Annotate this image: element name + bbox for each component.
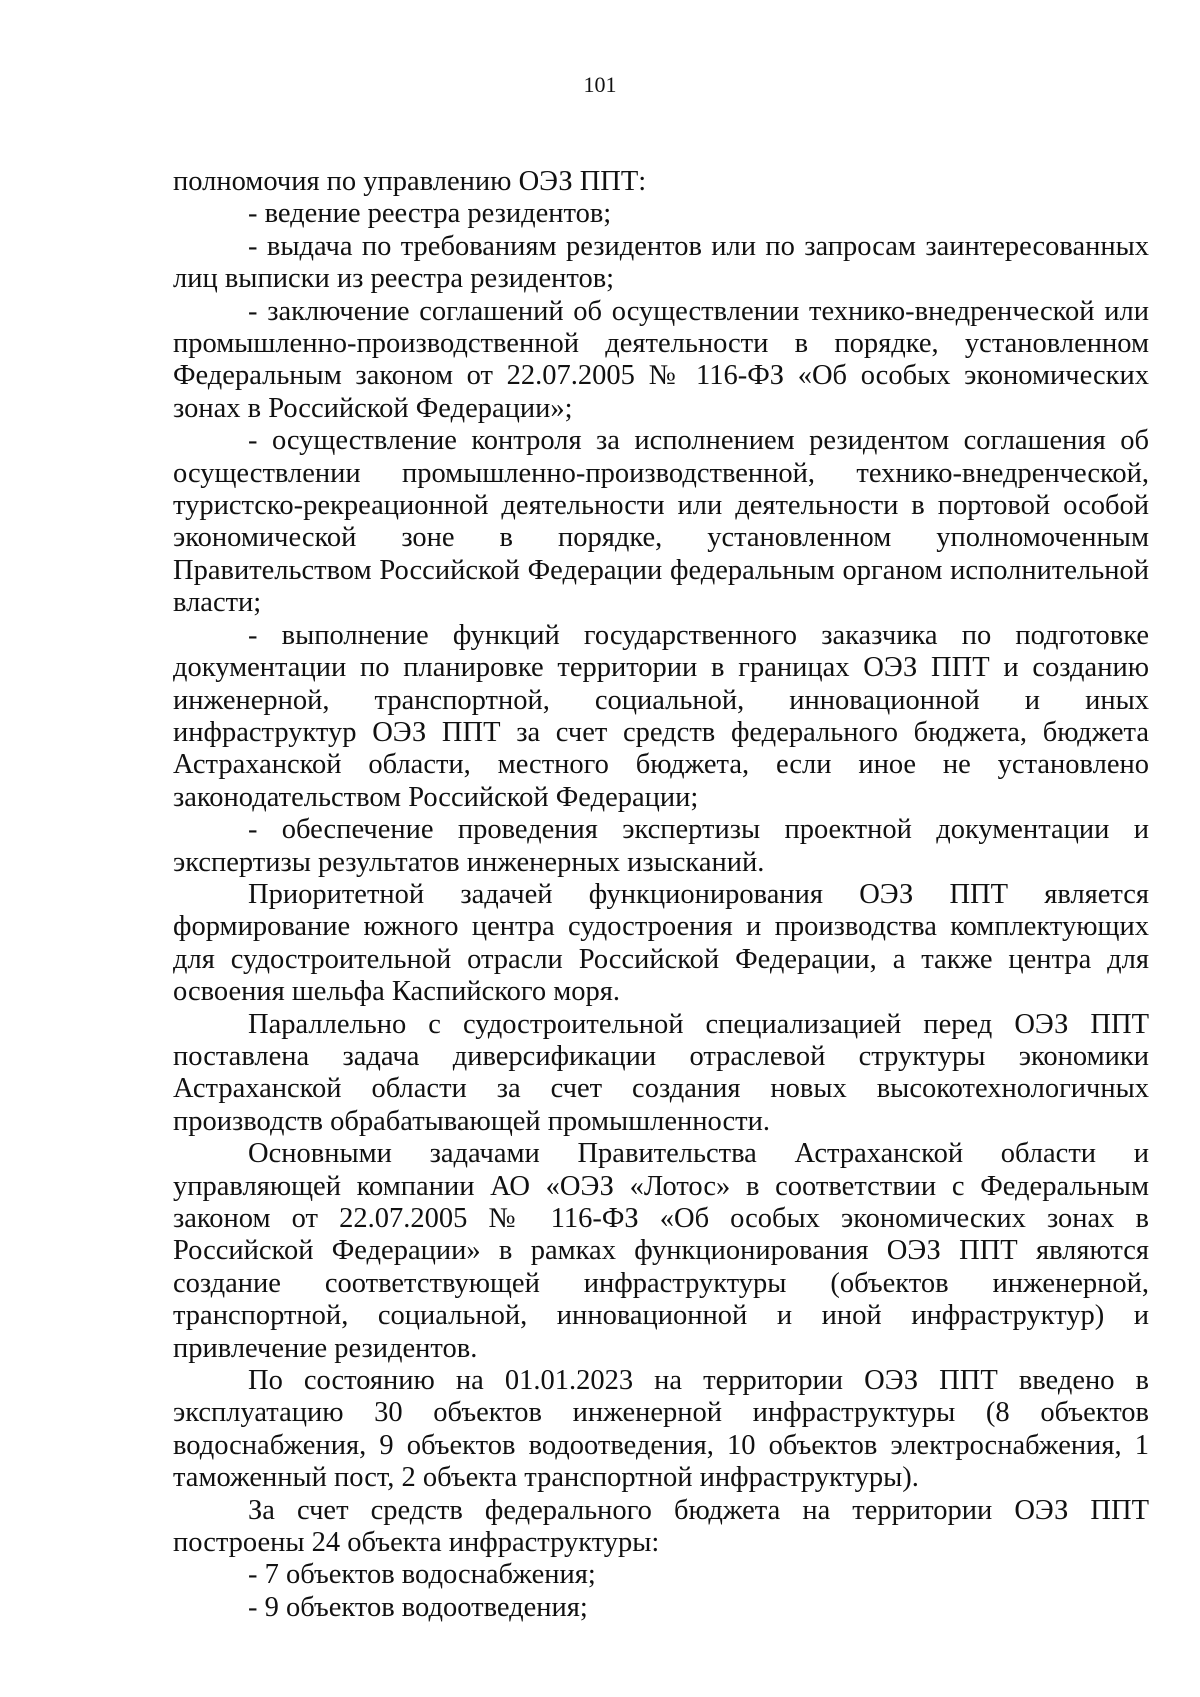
- list-item-expertise: - обеспечение проведения экспертизы проектной документации и экспертизы результатов инженерных изысканий.: [173, 814, 1149, 878]
- paragraph-status-2023: По состоянию на 01.01.2023 на территории ОЭЗ ППТ введено в эксплуатацию 30 объектов инженерной инфраструктуры (8 объектов водоснабжения, 9 объектов водоотведения, 10 объектов электроснабжения, 1 таможенный пост, 2 объекта транспортной инфраструктуры).: [173, 1365, 1149, 1494]
- list-item-registry-extract: - выдача по требованиям резидентов или по запросам заинтересованных лиц выписки из реестра резидентов;: [173, 230, 1149, 295]
- page-number: 101: [583, 72, 617, 97]
- paragraph-priority-task: Приоритетной задачей функционирования ОЭЗ ППТ является формирование южного центра судостроения и производства комплектующих для судостроительной отрасли Российской Федерации, а также центра для освоения шельфа Каспийского моря.: [173, 878, 1149, 1008]
- paragraph-diversification: Параллельно с судостроительной специализацией перед ОЭЗ ППТ поставлена задача диверсификации отраслевой структуры экономики Астраханской области за счет создания новых высокотехнологичных производств обрабатывающей промышленности.: [173, 1008, 1149, 1137]
- paragraph-intro: полномочия по управлению ОЭЗ ППТ:: [173, 166, 647, 197]
- list-item-agreements: - заключение соглашений об осуществлении технико-внедренческой или промышленно-производственной деятельности в порядке, установленном Федеральным законом от 22.07.2005 № 116-ФЗ «Об особых экономических зонах в Российской Федерации»;: [173, 295, 1149, 424]
- list-item-control: - осуществление контроля за исполнением резидентом соглашения об осуществлении промышленно-производственной, технико-внедренческой, туристско-рекреационной деятельности или деятельности в портовой особой экономической зоне в порядке, установленном уполномоченным Правительством Российской Федерации федеральным органом исполнительной власти;: [173, 425, 1149, 619]
- list-item-water-disposal: - 9 объектов водоотведения;: [248, 1591, 588, 1623]
- document-body: [173, 166, 1149, 1624]
- list-item-state-customer: - выполнение функций государственного заказчика по подготовке документации по планировке территории в границах ОЭЗ ППТ и созданию инженерной, транспортной, социальной, инновационной и иных инфраструктур ОЭЗ ППТ за счет средств федерального бюджета, бюджета Астраханской области, местного бюджета, если иное не установлено законодательством Российской Федерации;: [173, 619, 1149, 813]
- paragraph-federal-budget: За счет средств федерального бюджета на территории ОЭЗ ППТ построены 24 объекта инфраструктуры:: [173, 1494, 1149, 1559]
- paragraph-main-tasks: Основными задачами Правительства Астраханской области и управляющей компании АО «ОЭЗ «Лотос» в соответствии с Федеральным законом от 22.07.2005 № 116-ФЗ «Об особых экономических зонах в Российской Федерации» в рамках функционирования ОЭЗ ППТ являются создание соответствующей инфраструктуры (объектов инженерной, транспортной, социальной, инновационной и иной инфраструктур) и привлечение резидентов.: [173, 1138, 1149, 1364]
- list-item-registry: - ведение реестра резидентов;: [248, 198, 612, 230]
- list-item-water-supply: - 7 объектов водоснабжения;: [248, 1559, 596, 1591]
